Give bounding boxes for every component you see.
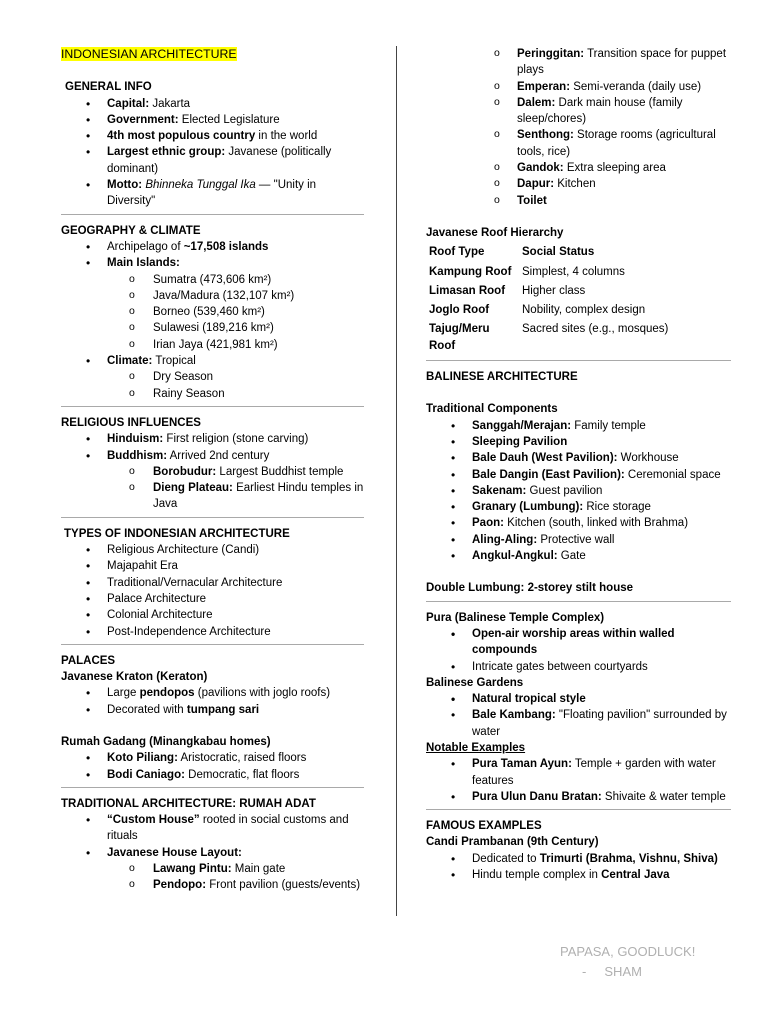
house-layout-list-continued (426, 46, 731, 209)
list-item: • Sanggah/Merajan: Family temple (426, 418, 731, 434)
house-layout-continued (426, 46, 731, 211)
religious-list (61, 431, 364, 512)
list-item: • Sakenam: Guest pavilion (426, 483, 731, 499)
list-item: • Aling-Aling: Protective wall (426, 532, 731, 548)
roof-table (426, 243, 671, 356)
list-item: • Bale Dauh (West Pavilion): Workhouse (426, 450, 731, 466)
list-item: o Java/Madura (132,107 km²) (107, 288, 364, 304)
table-row: Limasan Roof Higher class (429, 284, 586, 297)
rumah-adat-list (61, 812, 364, 893)
types-heading: TYPES OF INDONESIAN ARCHITECTURE (64, 527, 290, 540)
types-section (61, 526, 364, 645)
list-item: • Capital: Jakarta (61, 96, 364, 112)
list-item: • Traditional/Vernacular Architecture (61, 575, 364, 591)
list-item: o Sumatra (473,606 km²) (107, 272, 364, 288)
components-title: Traditional Components (426, 403, 558, 416)
list-item: • Buddhism: Arrived 2nd century o Borobudur: Largest Buddhist temple o Dieng Plateau: Earliest Hindu temples in Java (61, 448, 364, 513)
table-row: Joglo Roof Nobility, complex design (429, 304, 646, 317)
list-item: o Sulawesi (189,216 km²) (107, 320, 364, 336)
list-item: • Decorated with tumpang sari (61, 702, 364, 718)
list-item: • Large pendopos (pavilions with joglo roofs) (61, 685, 364, 701)
title-section (61, 46, 364, 65)
geography-heading: GEOGRAPHY & CLIMATE (61, 224, 201, 237)
kraton-list (61, 685, 364, 718)
list-item: • Government: Elected Legislature (61, 112, 364, 128)
list-item: • Majapahit Era (61, 558, 364, 574)
list-item: • Dedicated to Trimurti (Brahma, Vishnu, Shiva) (426, 851, 731, 867)
list-item: • Pura Ulun Danu Bratan: Shivaite & water temple (426, 789, 731, 805)
types-list (61, 542, 364, 640)
list-item: • Natural tropical style (426, 691, 731, 707)
list-item: o Emperan: Semi-veranda (daily use) (426, 79, 731, 95)
geography-section (61, 223, 364, 407)
list-item: • Archipelago of ~17,508 islands (61, 239, 364, 255)
list-item: o Dry Season (107, 369, 364, 385)
list-item: • Koto Piliang: Aristocratic, raised floors (61, 750, 364, 766)
list-item: • Javanese House Layout: o Lawang Pintu: Main gate o Pendopo: Front pavilion (guests/events) (61, 845, 364, 894)
list-item: o Dapur: Kitchen (426, 176, 731, 192)
table-header-row (426, 243, 671, 262)
list-item: o Borneo (539,460 km²) (107, 304, 364, 320)
list-item: • Religious Architecture (Candi) (61, 542, 364, 558)
list-item: • Pura Taman Ayun: Temple + garden with water features (426, 756, 731, 789)
list-item: • Hindu temple complex in Central Java (426, 867, 731, 883)
table-row: Tajug/Meru Roof Sacred sites (e.g., mosques) (429, 323, 669, 352)
palaces-section (61, 653, 364, 788)
table-row: Kampung Roof Simplest, 4 columns (429, 265, 625, 278)
footer-line-2: - SHAM (582, 964, 642, 979)
list-item: • Paon: Kitchen (south, linked with Brahma) (426, 515, 731, 531)
balinese-section (426, 369, 731, 602)
list-item: o Lawang Pintu: Main gate (107, 861, 364, 877)
pura-title: Pura (Balinese Temple Complex) (426, 611, 605, 624)
rumah-adat-heading: TRADITIONAL ARCHITECTURE: RUMAH ADAT (61, 797, 316, 810)
list-item: • Post-Independence Architecture (61, 624, 364, 640)
gadang-list (61, 750, 364, 783)
list-item: • Intricate gates between courtyards (426, 659, 731, 675)
notable-examples-title: Notable Examples (426, 741, 526, 754)
list-item: • Granary (Lumbung): Rice storage (426, 499, 731, 515)
list-item: • Bale Kambang: "Floating pavilion" surrounded by water (426, 707, 731, 740)
list-item: o Dalem: Dark main house (family sleep/chores) (426, 95, 731, 128)
pura-section (426, 610, 731, 811)
list-item: o Dieng Plateau: Earliest Hindu temples in Java (107, 480, 364, 513)
list-item: • Open-air worship areas within walled compounds (426, 626, 731, 659)
general-info-heading: GENERAL INFO (65, 81, 152, 94)
list-item: • Main Islands: o Sumatra (473,606 km²) o Java/Madura (132,107 km²) o Borneo (539,460 km²) o Sulawesi (189,216 km²) o Irian Jaya (421,981 km²) (61, 255, 364, 353)
roof-hierarchy-heading: Javanese Roof Hierarchy (426, 226, 564, 239)
left-column (61, 46, 364, 896)
list-item: • Climate: Tropical o Dry Season o Rainy Season (61, 353, 364, 402)
gadang-title: Rumah Gadang (Minangkabau homes) (61, 735, 271, 748)
list-item: • Palace Architecture (61, 591, 364, 607)
double-lumbung: Double Lumbung: 2-storey stilt house (426, 582, 634, 595)
document-title: INDONESIAN ARCHITECTURE (61, 47, 237, 61)
general-info-list (61, 96, 364, 210)
general-info-section (61, 79, 364, 214)
list-item: • Largest ethnic group: Javanese (politically dominant) (61, 144, 364, 177)
prambanan-title: Candi Prambanan (9th Century) (426, 836, 599, 849)
pura-list (426, 626, 731, 675)
balinese-heading: BALINESE ARCHITECTURE (426, 371, 578, 384)
column-divider (396, 46, 397, 916)
right-column (426, 46, 731, 885)
rumah-adat-section (61, 796, 364, 896)
footer-line-1: PAPASA, GOODLUCK! (560, 944, 696, 959)
list-item: • Bodi Caniago: Democratic, flat floors (61, 767, 364, 783)
gardens-title: Balinese Gardens (426, 676, 524, 689)
seasons-list (107, 369, 364, 402)
list-item: o Borobudur: Largest Buddhist temple (107, 464, 364, 480)
list-item: o Rainy Season (107, 386, 364, 402)
list-item: o Peringgitan: Transition space for puppet plays (426, 46, 731, 79)
column-header: Roof Type (429, 246, 485, 259)
geography-list (61, 239, 364, 402)
roof-hierarchy-section (426, 225, 731, 361)
list-item: o Gandok: Extra sleeping area (426, 160, 731, 176)
list-item: • Hinduism: First religion (stone carving) (61, 431, 364, 447)
notable-list (426, 756, 731, 805)
column-header: Social Status (522, 246, 595, 259)
list-item: o Irian Jaya (421,981 km²) (107, 337, 364, 353)
components-list (426, 418, 731, 565)
list-item: • “Custom House” rooted in social customs and rituals (61, 812, 364, 845)
famous-section (426, 818, 731, 885)
list-item: o Senthong: Storage rooms (agricultural tools, rice) (426, 127, 731, 160)
footer-note (560, 942, 695, 982)
religious-section (61, 415, 364, 518)
list-item: • Motto: Bhinneka Tunggal Ika — "Unity in Diversity" (61, 177, 364, 210)
kraton-title: Javanese Kraton (Keraton) (61, 671, 208, 684)
religious-heading: RELIGIOUS INFLUENCES (61, 416, 201, 429)
list-item: o Pendopo: Front pavilion (guests/events) (107, 877, 364, 893)
list-item: • 4th most populous country in the world (61, 128, 364, 144)
list-item: • Colonial Architecture (61, 607, 364, 623)
prambanan-list (426, 851, 731, 884)
list-item: • Sleeping Pavilion (426, 434, 731, 450)
buddhism-sublist (107, 464, 364, 513)
list-item: o Toilet (426, 193, 731, 209)
famous-heading: FAMOUS EXAMPLES (426, 820, 542, 833)
palaces-heading: PALACES (61, 654, 116, 667)
gardens-list (426, 691, 731, 740)
house-layout-list (107, 861, 364, 894)
list-item: • Bale Dangin (East Pavilion): Ceremonial space (426, 467, 731, 483)
islands-list (107, 272, 364, 353)
list-item: • Angkul-Angkul: Gate (426, 548, 731, 564)
